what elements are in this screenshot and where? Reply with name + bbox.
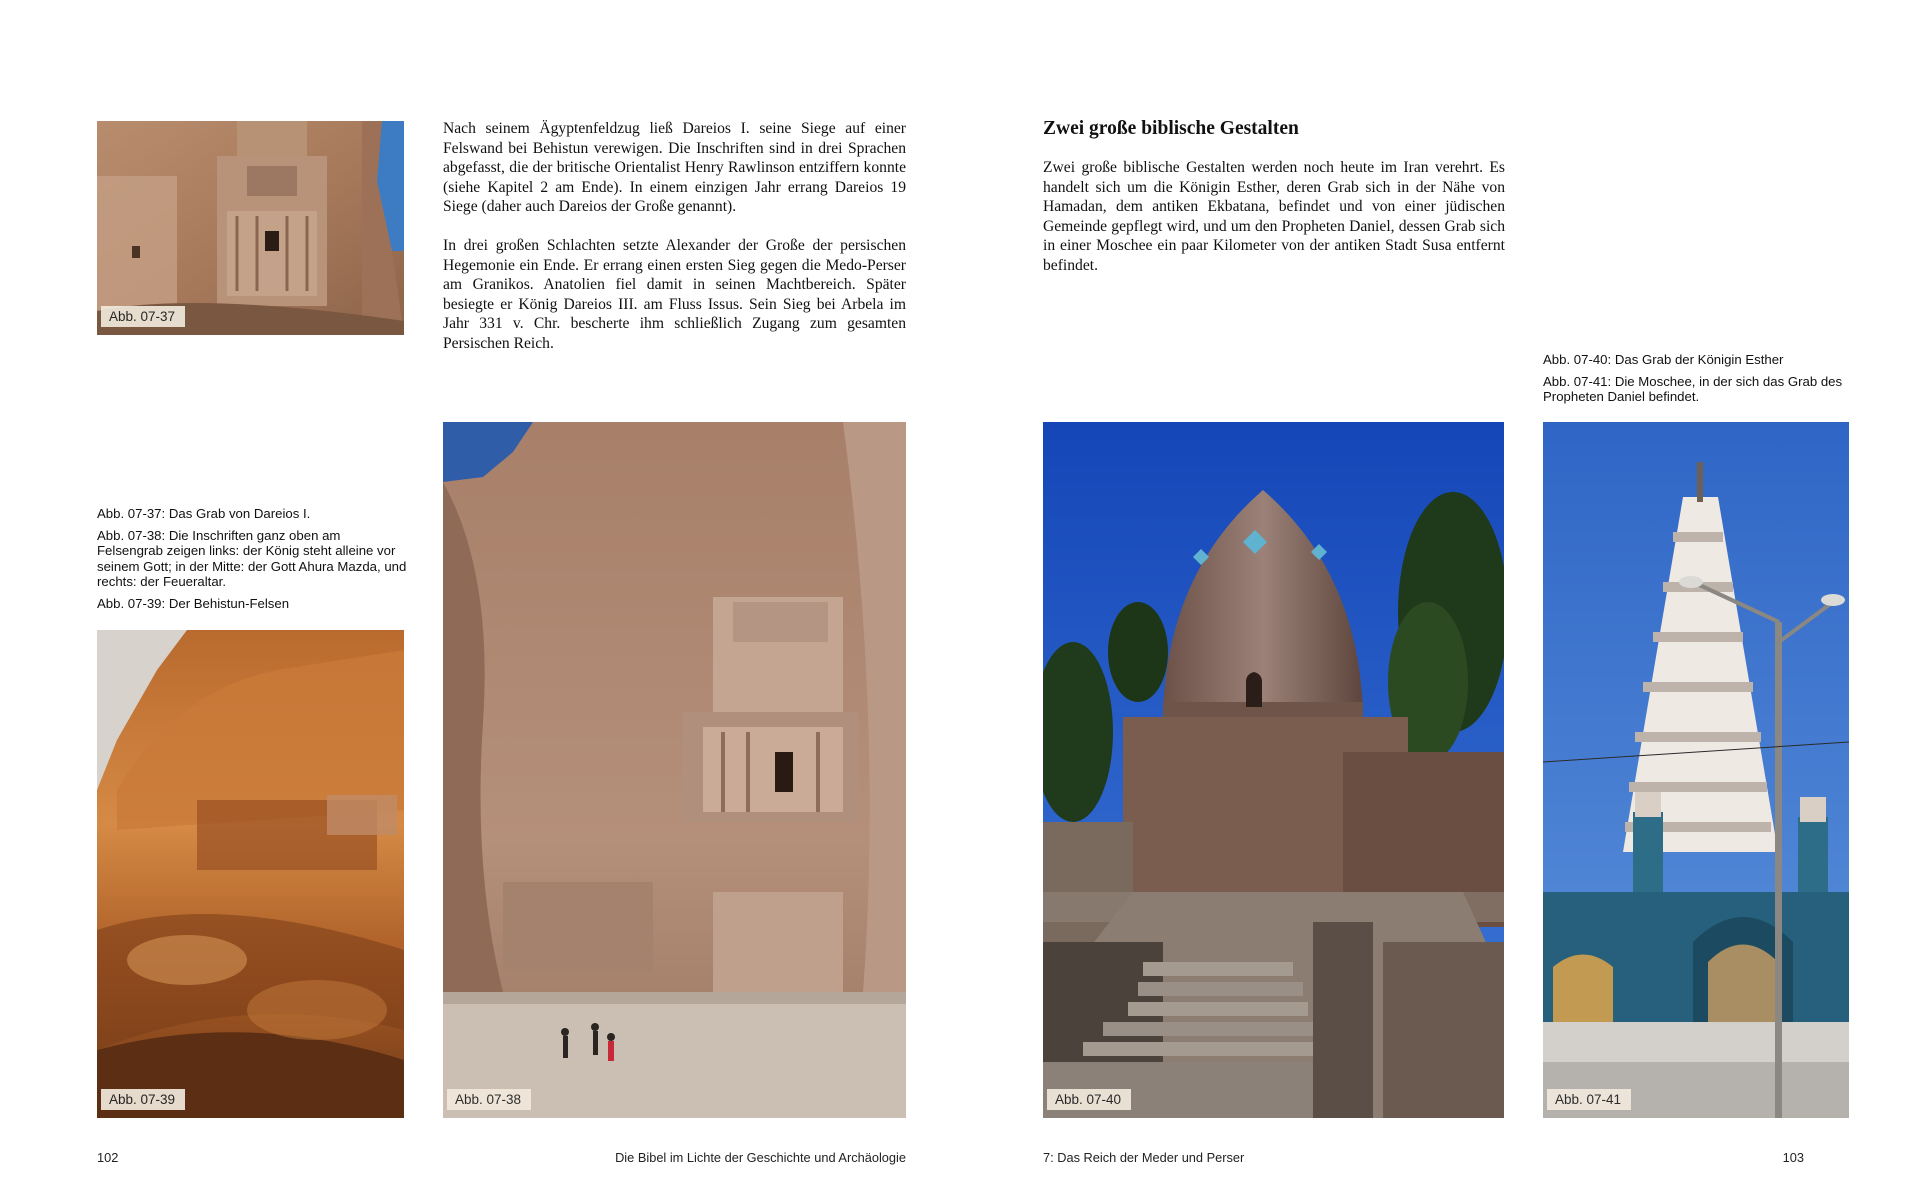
paragraph: In drei großen Schlachten setzte Alexander der Große der persischen Hegemonie ein Ende. Er errang einen ersten Sieg gegen die Medo-Perser am Granikos. Anatolien fiel damit in seinen Machtbereich. Später besiegte er König Dareios III. am Fluss Issus. Sein Sieg bei Arbela im Jahr 331 v. Chr. bescherte ihm schließlich Zugang zum gesamten Persischen Reich.: [443, 236, 906, 352]
left-running-title: Die Bibel im Lichte der Geschichte und Archäologie: [615, 1150, 906, 1165]
caption-07-37: Abb. 07-37: Das Grab von Dareios I.: [97, 506, 311, 521]
caption-07-41: Abb. 07-41: Die Moschee, in der sich das Grab des Propheten Daniel befindet.: [1543, 373, 1843, 404]
left-page-number: 102: [97, 1150, 119, 1165]
left-captions: [97, 506, 407, 611]
figure-label-07-40: Abb. 07-40: [1047, 1089, 1131, 1111]
figure-label-07-41: Abb. 07-41: [1547, 1089, 1631, 1111]
right-running-title: 7: Das Reich der Meder und Perser: [1043, 1150, 1245, 1165]
caption-07-39: Abb. 07-39: Der Behistun-Felsen: [97, 595, 290, 611]
left-body-text: [443, 119, 906, 354]
figure-label-07-38: Abb. 07-38: [447, 1089, 531, 1111]
right-page-number: 103: [1782, 1150, 1804, 1165]
figure-label-07-39: Abb. 07-39: [101, 1089, 185, 1111]
figure-label-07-37: Abb. 07-37: [101, 306, 185, 328]
right-page: [960, 0, 1920, 1200]
photo-mosque-of-daniel: [1543, 422, 1849, 1118]
paragraph: Zwei große biblische Gestalten werden noch heute im Iran verehrt. Es handelt sich um die Königin Esther, deren Grab sich in der Nähe von Hamadan, dem antiken Ekbatana, befindet und von einer jüdischen Gemeinde gepflegt wird, und um den Propheten Daniel, dessen Grab sich in einer Moschee ein paar Kilometer von der antiken Stadt Susa entfernt befindet.: [1043, 159, 1505, 274]
section-heading: Zwei große biblische Gestalten: [1043, 118, 1299, 139]
photo-rock-tomb-facade: [443, 422, 906, 1118]
right-captions: [1543, 352, 1853, 405]
photo-behistun-rock: [97, 630, 404, 1118]
right-body-text: [1043, 158, 1505, 276]
caption-07-38: Abb. 07-38: Die Inschriften ganz oben am Felsengrab zeigen links: der König steht alleine vor seinem Gott; in der Mitte: der Gott Ahura Mazda, und rechts: der Feueraltar.: [97, 527, 407, 589]
photo-tomb-of-darius: [97, 121, 404, 335]
caption-07-40: Abb. 07-40: Das Grab der Königin Esther: [1543, 352, 1784, 367]
paragraph: Nach seinem Ägyptenfeldzug ließ Dareios I. seine Siege auf einer Felswand bei Behistun verewigen. Die Inschriften sind in drei Sprachen abgefasst, die der britische Orientalist Henry Rawlinson entziffern konnte (siehe Kapitel 2 am Ende). In einem einzigen Jahr errang Dareios 19 Siege (daher auch Dareios der Große genannt).: [443, 120, 906, 216]
photo-tomb-of-esther: [1043, 422, 1504, 1118]
